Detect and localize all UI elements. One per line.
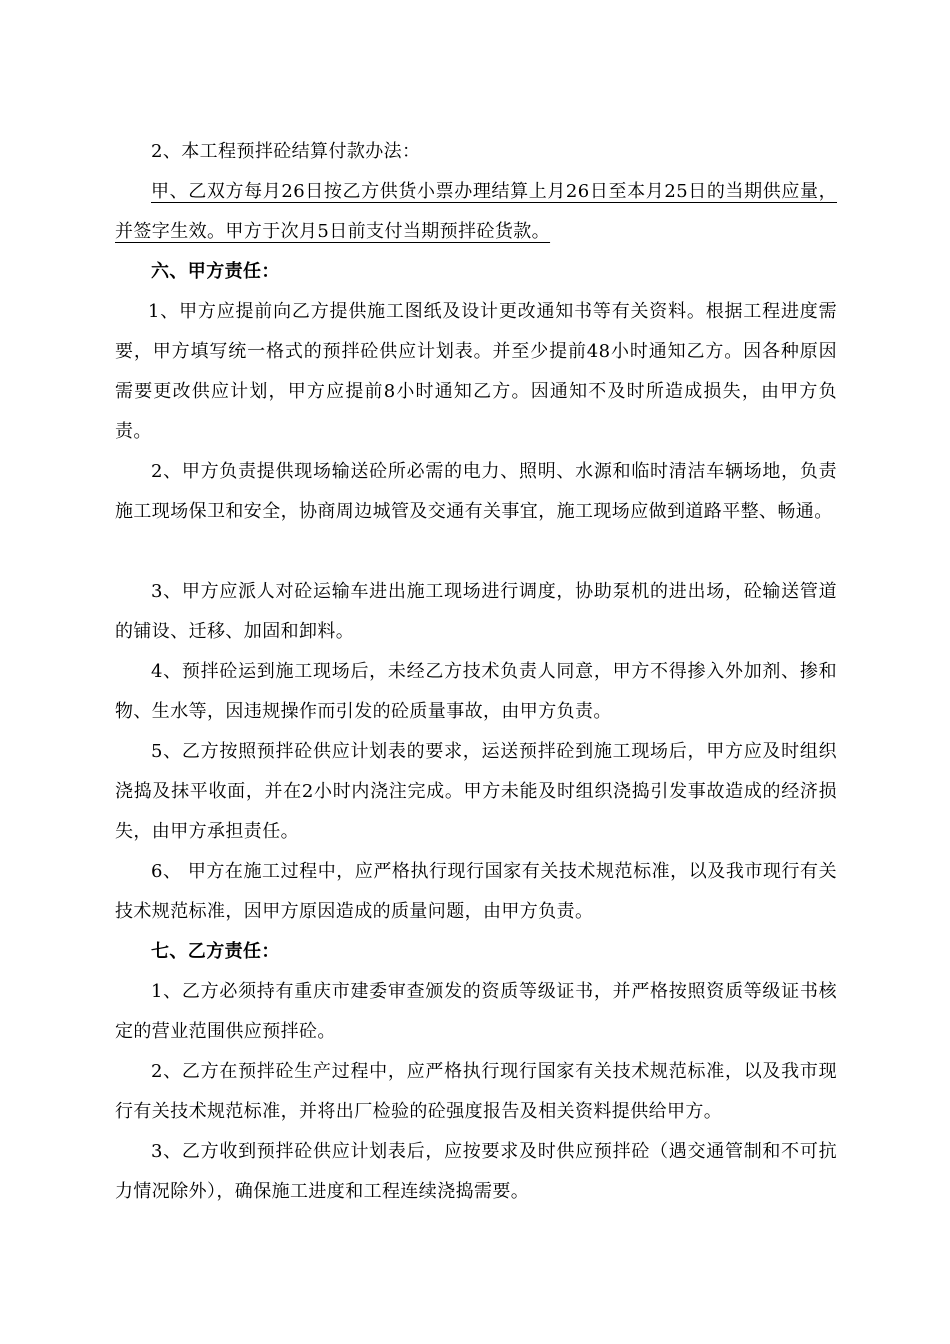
section-6-item-3: 3、甲方应派人对砼运输车进出施工现场进行调度，协助泵机的进出场，砼输送管道的铺设、迁移、加固和卸料。 — [115, 581, 837, 642]
section-7-item-3: 3、乙方收到预拌砼供应计划表后，应按要求及时供应预拌砼（遇交通管制和不可抗力情况除外），确保施工进度和工程连续浇捣需要。 — [115, 1141, 837, 1202]
section-7-item-1: 1、乙方必须持有重庆市建委审查颁发的资质等级证书，并严格按照资质等级证书核定的营业范围供应预拌砼。 — [115, 981, 837, 1042]
section-6-item-2: 2、甲方负责提供现场输送砼所必需的电力、照明、水源和临时清洁车辆场地，负责施工现场保卫和安全，协商周边城管及交通有关事宜，施工现场应做到道路平整、畅通。 — [115, 461, 837, 522]
section-7-title: 七、乙方责任： — [151, 941, 280, 962]
section-6-item-6: 6、 甲方在施工过程中，应严格执行现行国家有关技术规范标准，以及我市现行有关技术规范标准，因甲方原因造成的质量问题，由甲方负责。 — [115, 861, 837, 922]
section-6-item-1: 1、甲方应提前向乙方提供施工图纸及设计更改通知书等有关资料。根据工程进度需要，甲方填写统一格式的预拌砼供应计划表。并至少提前48小时通知乙方。因各种原因需要更改供应计划，甲方应提前8小时通知乙方。因通知不及时所造成损失，由甲方负责。 — [115, 301, 837, 442]
section-6-item-5: 5、乙方按照预拌砼供应计划表的要求，运送预拌砼到施工现场后，甲方应及时组织浇捣及抹平收面，并在2小时内浇注完成。甲方未能及时组织浇捣引发事故造成的经济损失，由甲方承担责任。 — [115, 741, 837, 842]
payment-method-detail: 甲、乙双方每月26日按乙方供货小票办理结算上月26日至本月25日的当期供应量，并签字生效。甲方于次月5日前支付当期预拌砼货款。 — [115, 181, 837, 242]
section-7-item-2: 2、乙方在预拌砼生产过程中，应严格执行现行国家有关技术规范标准，以及我市现行有关技术规范标准，并将出厂检验的砼强度报告及相关资料提供给甲方。 — [115, 1061, 837, 1122]
section-6-item-4: 4、预拌砼运到施工现场后，未经乙方技术负责人同意，甲方不得掺入外加剂、掺和物、生水等，因违规操作而引发的砼质量事故，由甲方负责。 — [115, 661, 837, 722]
section-6-title: 六、甲方责任： — [151, 261, 280, 282]
payment-method-item: 2、本工程预拌砼结算付款办法： — [151, 141, 421, 162]
